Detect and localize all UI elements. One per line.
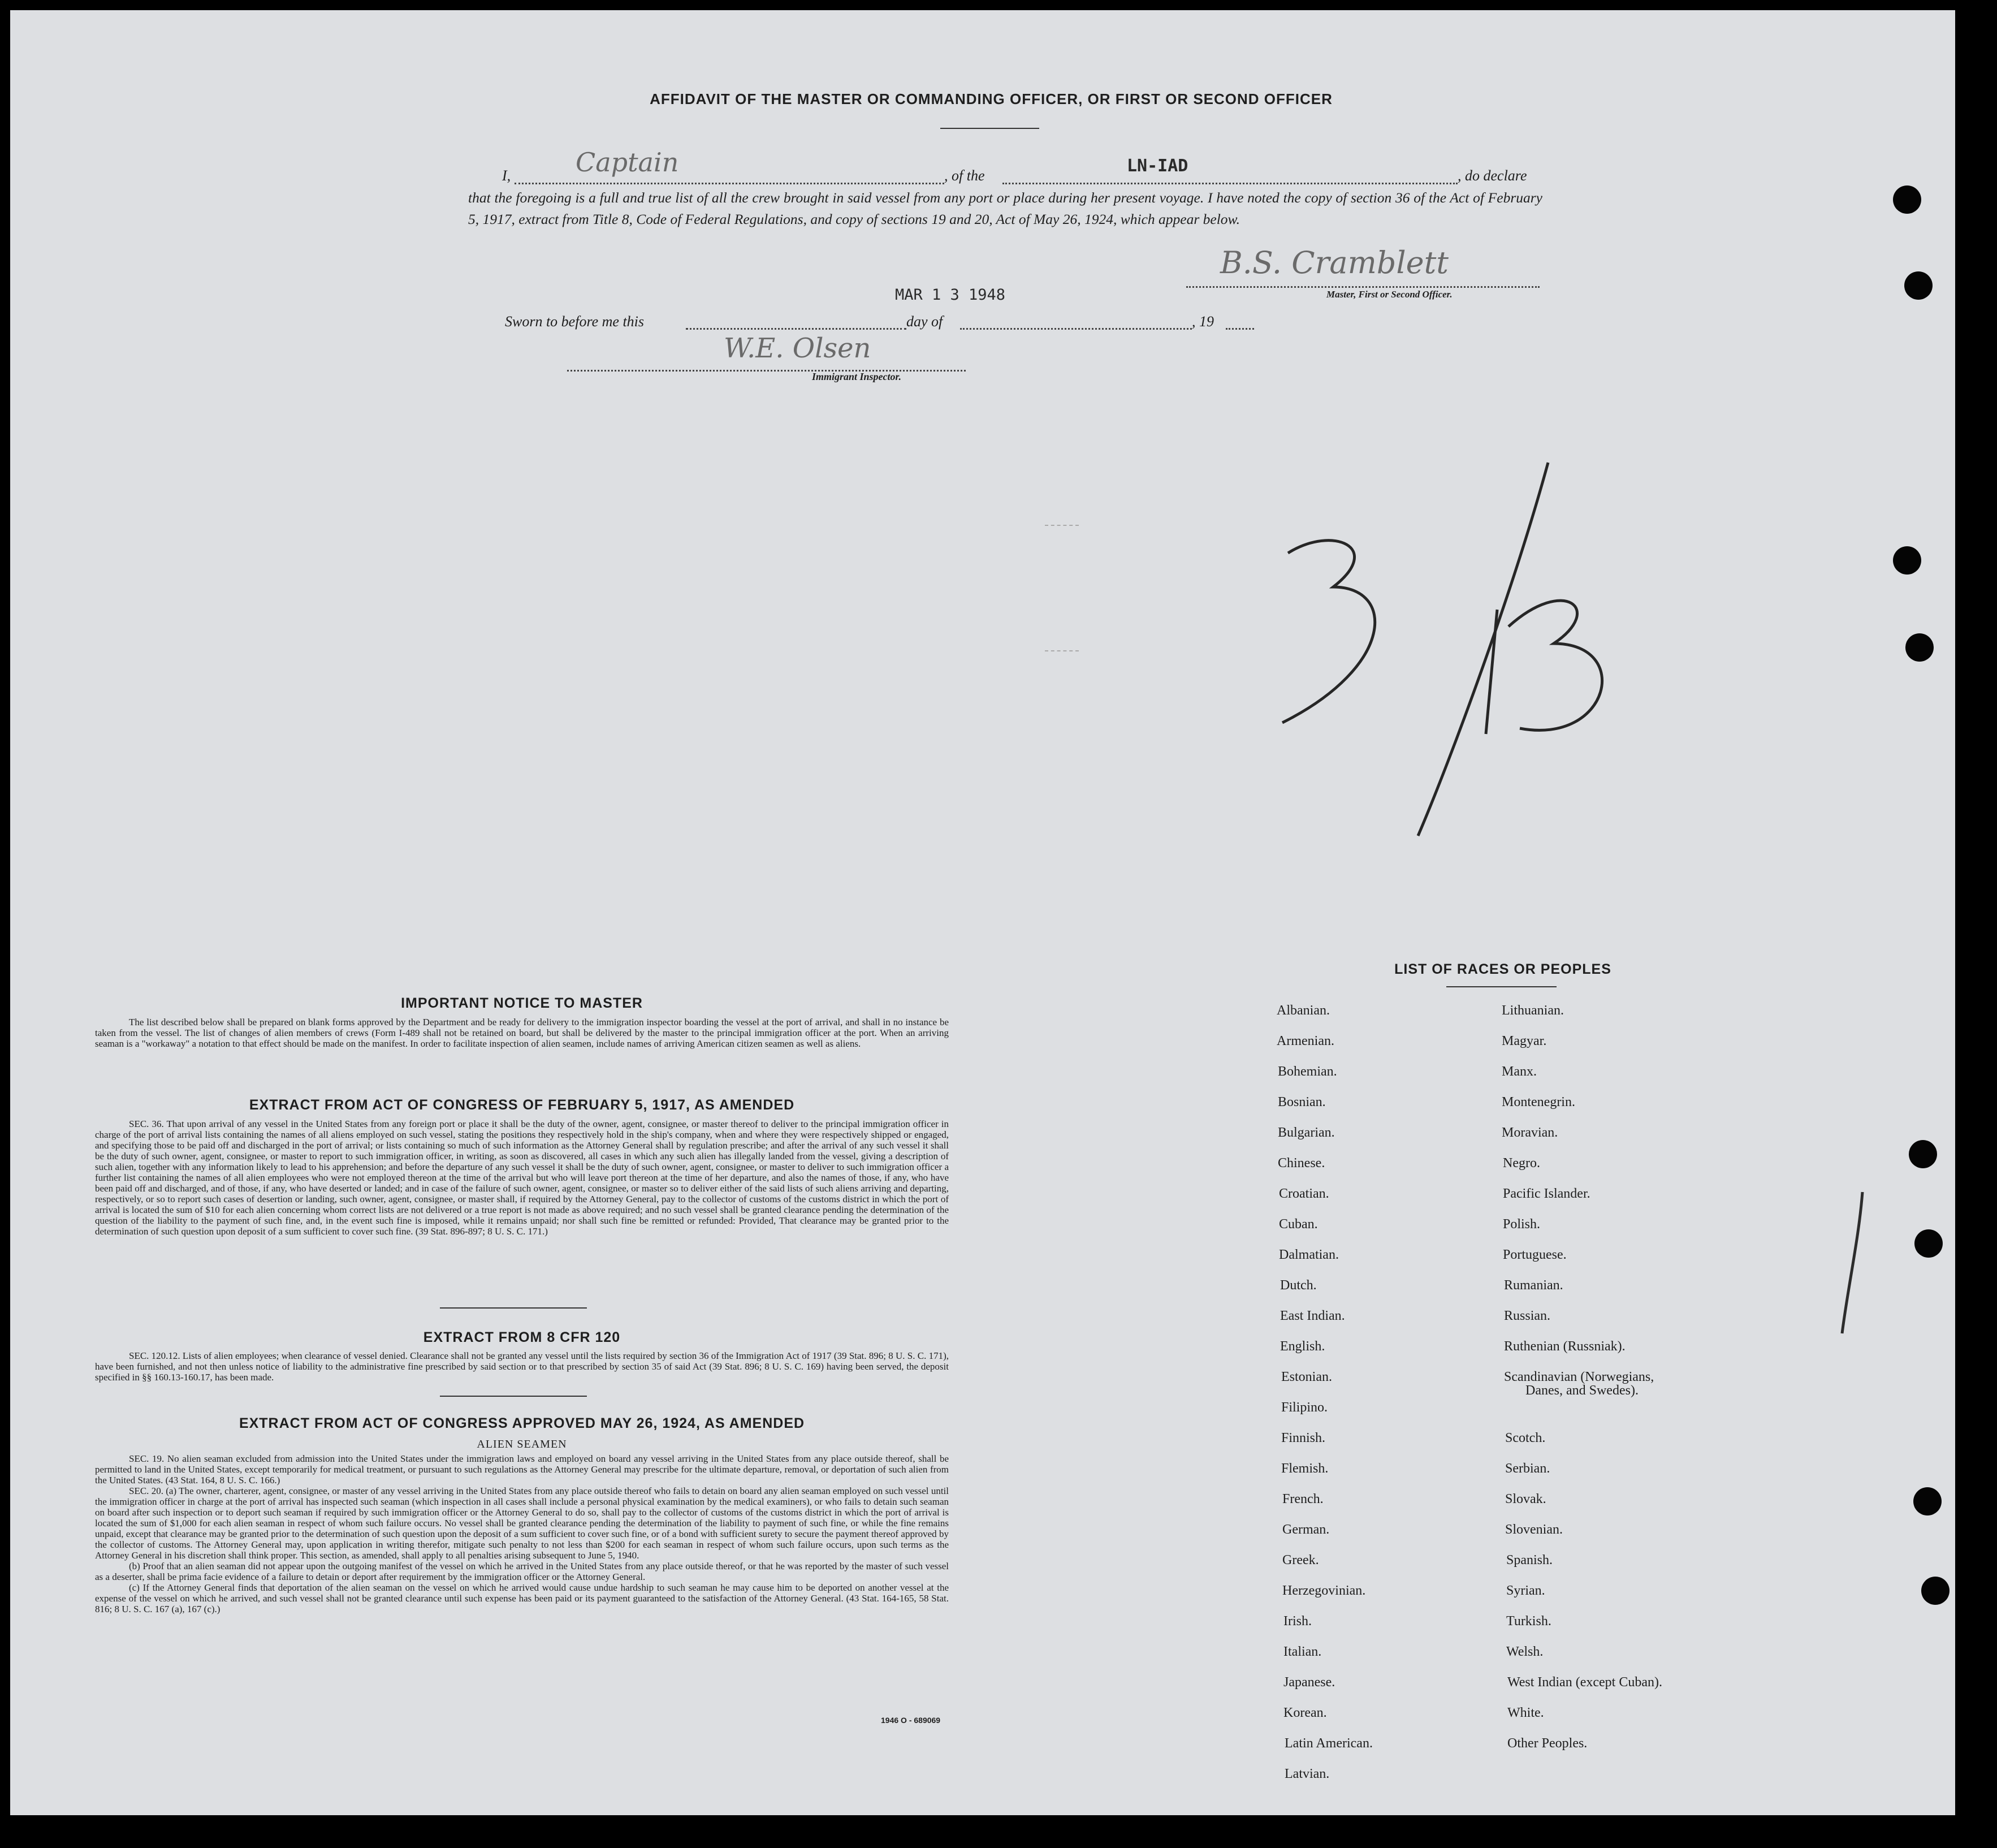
sworn-month-blank	[960, 328, 1192, 330]
handwritten-fraction	[1248, 440, 1655, 881]
race-left-item: East Indian.	[1280, 1309, 1345, 1323]
punch-hole	[1904, 271, 1933, 300]
race-right-item: Moravian.	[1502, 1125, 1558, 1140]
fraction-top	[1271, 564, 1274, 573]
margin-check-mark	[1831, 1186, 1876, 1345]
race-right-item: Magyar.	[1502, 1034, 1547, 1048]
race-right-item: White.	[1507, 1705, 1544, 1720]
margin-mark-text	[1842, 1254, 1845, 1263]
race-left-item: Bohemian.	[1278, 1064, 1337, 1079]
punch-hole	[1913, 1487, 1942, 1515]
master-caption: Master, First or Second Officer.	[1326, 289, 1453, 300]
race-right-item: Lithuanian.	[1502, 1003, 1564, 1018]
race-right-item: Welsh.	[1506, 1644, 1544, 1659]
race-left-item: Bulgarian.	[1278, 1125, 1335, 1140]
extract-1924-sections	[95, 1453, 949, 1614]
extract-1917-text: SEC. 36. That upon arrival of any vessel in the United States from any foreign port or place it shall be the duty of the owner, agent, consignee, or master thereof to deliver to the principal immigration officer in charge of the port of arrival lists containing the names of all aliens employed on such vessel, stating the positions they respectively hold in the ship's company, when and where they were respectively shipped or engaged, and specifying those to be paid off and discharged in the port of arrival; or lists containing so much of such information as the Attorney General shall by regulation prescribe; and after the arrival of any such vessel it shall be the duty of such owner, agent, consignee, or master to report to such immigration officer, in writing, as soon as discovered, all cases in which any such alien has illegally landed from the vessel, giving a description of such alien, together with any information likely to lead to his apprehension; and before the departure of any such vessel it shall be the duty of such owner, agent, consignee, or master to deliver to such immigration officer a further list containing the names of all alien employees who were not employed thereon at the time of the arrival but who will leave port thereon at the time of her departure, and also the names of those, if any, who have been paid off and discharged, and of those, if any, who have deserted or landed; and in case of the failure of such owner, agent, consignee, or master so to deliver either of the said lists of such aliens arriving and departing, respectively, or so to report such cases of desertion or landing, such owner, agent, consignee, or master shall, if required by the Attorney General, pay to the collector of customs of the customs district in which the port of arrival is located the sum of $10 for each alien concerning whom correct lists are not delivered or a true report is not made as above required; and no such vessel shall be granted clearance pending the determination of the question of the liability to the payment of such fine, and, in the event such fine is imposed, while it remains unpaid; nor shall such fine be remitted or refunded: Provided, That clearance may be granted prior to the determination of such question upon deposit of a sum sufficient to cover such fine. (39 Stat. 896-897; 8 U. S. C. 171.)	[95, 1119, 949, 1237]
sworn-day-blank	[686, 328, 906, 330]
race-left-item: Dalmatian.	[1279, 1247, 1339, 1262]
race-right-item: Rumanian.	[1504, 1278, 1563, 1293]
race-left-item: Croatian.	[1279, 1186, 1329, 1201]
race-left-item: Bosnian.	[1278, 1095, 1326, 1109]
inspector-caption: Immigrant Inspector.	[812, 371, 902, 382]
race-right-item: Russian.	[1504, 1309, 1551, 1323]
race-right-item: Other Peoples.	[1507, 1736, 1588, 1751]
sec-19-text: SEC. 19. No alien seaman excluded from admission into the United States under the immigration laws and employed on board any vessel arriving in the United States from any place outside thereof, shall be permitted to land in the United States, except temporarily for medical treatment, or pursuant to such regulations as the Attorney General may prescribe for the ultimate departure, removal, or deportation of such alien from the United States. (43 Stat. 164, 8 U. S. C. 166.)	[95, 1453, 949, 1486]
captain-handwriting: Captain	[576, 147, 679, 178]
race-left-item: Japanese.	[1283, 1675, 1335, 1690]
extract-1924-title: EXTRACT FROM ACT OF CONGRESS APPROVED MAY 26, 1924, AS AMENDED	[239, 1415, 805, 1431]
divider-2	[440, 1396, 587, 1397]
race-right-item: Negro.	[1503, 1156, 1540, 1171]
race-left-item: French.	[1282, 1492, 1324, 1506]
race-right-item: Spanish.	[1506, 1553, 1553, 1568]
faint-marks	[1045, 525, 1079, 651]
date-stamp: MAR 1 3 1948	[895, 286, 1006, 304]
race-right-item: Serbian.	[1505, 1461, 1550, 1476]
notice-text: The list described below shall be prepared on blank forms approved by the Department and be ready for delivery to the immigration inspector boarding the vessel at the port of arrival, and shall in no instance be taken from the vessel. The list of changes of alien members of crews (Form I-489 shall not be retained on board, but shall be delivered by the master to the principal immigration officer at the port. When an arriving seaman is a "workaway" a notation to that effect should be made on the manifest. In order to facilitate inspection of alien seamen, include names of arriving American citizen seamen as well as aliens.	[95, 1017, 949, 1049]
sec-20b-text: (b) Proof that an alien seaman did not appear upon the outgoing manifest of the vessel on which he arrived in the United States from any place outside thereof, or that he was reported by the master of such vessel as a deserter, shall be prima facie evidence of a failure to detain or deport after requirement by the immigration officer or the Attorney General.	[95, 1561, 949, 1582]
master-signature: B.S. Cramblett	[1220, 245, 1449, 280]
punch-hole	[1914, 1229, 1943, 1258]
inspector-signature: W.E. Olsen	[724, 333, 871, 364]
document-page	[10, 10, 1955, 1815]
fraction-bottom	[1537, 644, 1544, 652]
master-signature-line	[1186, 286, 1540, 288]
inspector-signature-line	[567, 370, 966, 372]
sworn-year-blank	[1226, 328, 1254, 330]
sworn-label: Sworn to before me this	[505, 313, 645, 330]
race-left-item: Armenian.	[1277, 1034, 1334, 1048]
race-left-item: Finnish.	[1281, 1431, 1326, 1445]
affidavit-title: AFFIDAVIT OF THE MASTER OR COMMANDING OFFICER, OR FIRST OR SECOND OFFICER	[650, 90, 1333, 107]
punch-hole	[1909, 1140, 1937, 1168]
race-right-item: Turkish.	[1506, 1614, 1551, 1629]
race-right-item: West Indian (except Cuban).	[1507, 1675, 1662, 1690]
race-left-item: Filipino.	[1281, 1400, 1328, 1415]
affidavit-body: that the foregoing is a full and true list of all the crew brought in said vessel from any port or place during her present voyage. I have noted the copy of section 36 of the Act of February 5, 1917, extract from Title 8, Code of Federal Regulations, and copy of sections 19 and 20, Act of May 26, 1924, which appear below.	[468, 189, 1542, 227]
race-left-item: Herzegovinian.	[1282, 1583, 1366, 1598]
race-right-item: Manx.	[1502, 1064, 1537, 1079]
race-left-item: Estonian.	[1281, 1370, 1332, 1384]
race-left-item: Flemish.	[1281, 1461, 1329, 1476]
race-right-item: Slovenian.	[1505, 1522, 1563, 1537]
name-blank	[515, 183, 944, 184]
race-left-item: Greek.	[1282, 1553, 1319, 1568]
race-right-item: Danes, and Swedes).	[1525, 1383, 1639, 1398]
race-left-item: Latin American.	[1285, 1736, 1373, 1751]
day-of-label: day of	[906, 313, 943, 330]
race-right-item: Slovak.	[1505, 1492, 1546, 1506]
sec-20c-text: (c) If the Attorney General finds that deportation of the alien seaman on the vessel on which he arrived would cause undue hardship to such seaman he may cause him to be deported on another vessel at the expense of the vessel on which he arrived, and such vessel shall not be granted clearance until such expense has been paid or its payment guaranteed to the satisfaction of the Attorney General. (43 Stat. 164-165, 58 Stat. 816; 8 U. S. C. 167 (a), 167 (c).)	[95, 1582, 949, 1614]
extract-cfr-text: SEC. 120.12. Lists of alien employees; when clearance of vessel denied. Clearance shall not be granted any vessel until the lists required by section 36 of the Immigration Act of 1917 (39 Stat. 896; 8 U. S. C. 171), have been furnished, and not then unless notice of liability to the administrative fine prescribed by said section or to that prescribed by section 35 of said Act (39 Stat. 896; 8 U. S. C. 169) having been served, the deposit specified in §§ 160.13-160.17, has been made.	[95, 1350, 949, 1383]
race-right-item: Montenegrin.	[1502, 1095, 1575, 1109]
extract-cfr-title: EXTRACT FROM 8 CFR 120	[423, 1329, 621, 1345]
punch-hole	[1893, 185, 1921, 214]
races-title: LIST OF RACES OR PEOPLES	[1394, 961, 1611, 977]
race-left-item: Korean.	[1283, 1705, 1327, 1720]
race-right-item: Portuguese.	[1503, 1247, 1567, 1262]
notice-title: IMPORTANT NOTICE TO MASTER	[401, 995, 643, 1011]
affidavit-i: I,	[502, 167, 511, 184]
race-left-item: Irish.	[1283, 1614, 1312, 1629]
race-left-item: Chinese.	[1278, 1156, 1325, 1171]
race-left-item: English.	[1280, 1339, 1325, 1354]
sec-20a-text: SEC. 20. (a) The owner, charterer, agent, consignee, or master of any vessel arriving in the United States from any place outside thereof who fails to detain on board any alien seaman employed on such vessel until the immigration officer in charge at the port of arrival has inspected such seaman (which inspection in all cases shall include a personal physical examination by the medical examiners), or who fails to detain such seaman on board after such inspection or to deport such seaman if required by such immigration officer or the Attorney General to do so, shall pay to the collector of customs of the customs district in which the port of arrival is located the sum of $1,000 for each alien seaman in respect of whom such failure occurs. No vessel shall be granted clearance pending the determination of the liability to payment of such fine, or while the fine remains unpaid, except that clearance may be granted prior to the determination of such question upon the deposit of a sum sufficient to cover such fine, or of a bond with sufficient surety to secure the payment thereof approved by the collector of customs. The Attorney General may, upon application in writing therefor, mitigate such penalty to not less than $200 for each seaman in respect of whom such failure occurs, upon such terms as the Attorney General in his discretion shall think proper. This section, as amended, shall apply to all penalties arising subsequent to June 5, 1940.	[95, 1486, 949, 1561]
extract-1924-subtitle: ALIEN SEAMEN	[477, 1438, 567, 1450]
race-right-item: Scotch.	[1505, 1431, 1546, 1445]
race-right-item: Ruthenian (Russniak).	[1504, 1339, 1626, 1354]
race-right-item: Scandinavian (Norwegians,	[1504, 1370, 1654, 1384]
print-code: 1946 O - 689069	[881, 1716, 941, 1725]
punch-hole	[1905, 633, 1934, 662]
year-label: , 19	[1192, 313, 1214, 330]
races-title-underline	[1446, 986, 1557, 987]
vessel-name-stamp: LN-IAD	[1127, 156, 1188, 176]
race-right-item: Syrian.	[1506, 1583, 1545, 1598]
race-right-item: Pacific Islander.	[1503, 1186, 1590, 1201]
race-right-item: Polish.	[1503, 1217, 1541, 1232]
punch-hole	[1921, 1577, 1950, 1605]
of-the-label: , of the	[944, 167, 985, 184]
title-underline	[940, 128, 1039, 129]
race-left-item: Dutch.	[1280, 1278, 1317, 1293]
do-declare-label: , do declare	[1458, 167, 1527, 184]
race-left-item: German.	[1282, 1522, 1330, 1537]
race-left-item: Albanian.	[1277, 1003, 1330, 1018]
race-left-item: Latvian.	[1285, 1767, 1330, 1781]
vessel-blank	[1002, 183, 1458, 184]
extract-1917-title: EXTRACT FROM ACT OF CONGRESS OF FEBRUARY 5, 1917, AS AMENDED	[249, 1097, 795, 1113]
divider-1	[440, 1307, 587, 1309]
punch-hole	[1893, 546, 1921, 575]
race-left-item: Cuban.	[1279, 1217, 1318, 1232]
race-left-item: Italian.	[1283, 1644, 1322, 1659]
